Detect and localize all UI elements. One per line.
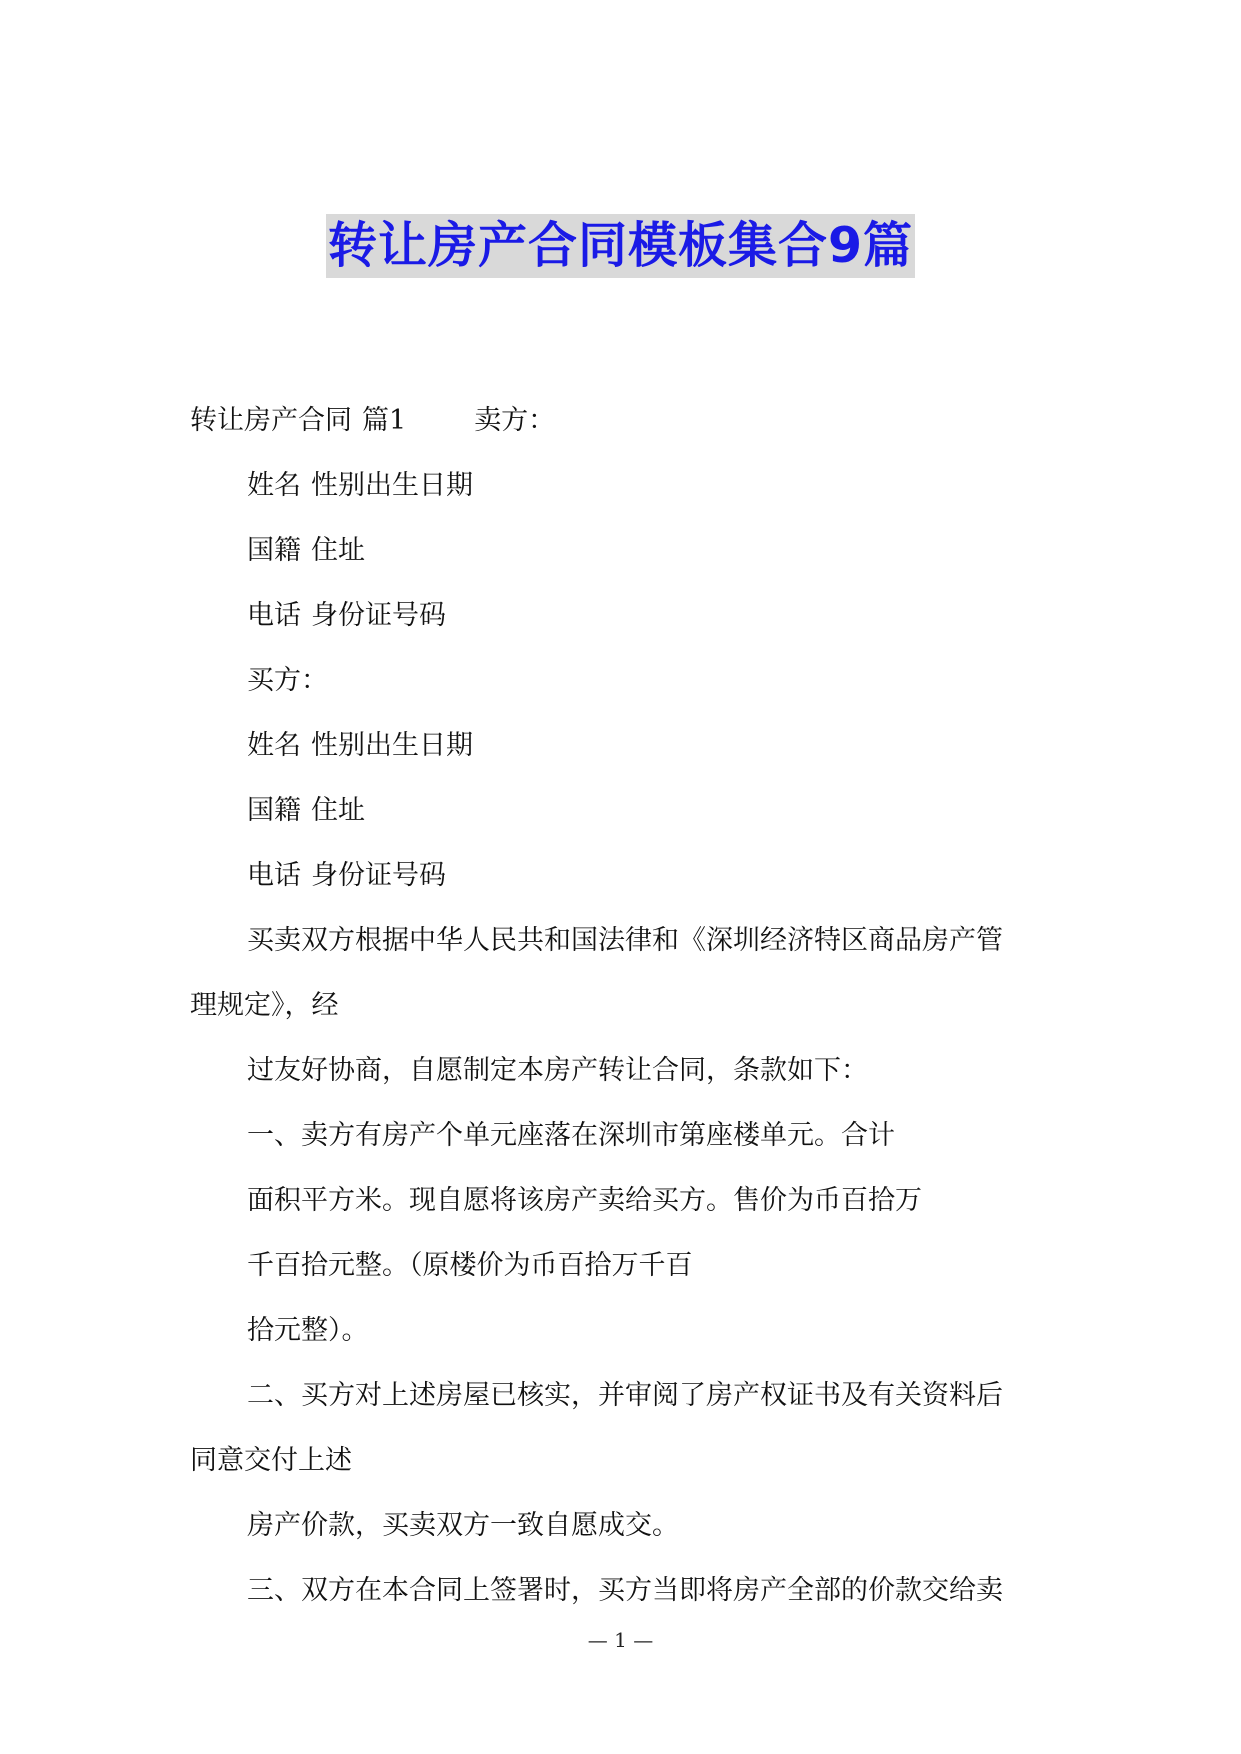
field-label: 电话 xyxy=(247,860,301,891)
field-label: 姓名 xyxy=(247,730,301,761)
buyer-label-line xyxy=(190,648,1060,713)
title-container xyxy=(0,214,1241,278)
buyer-name-line xyxy=(190,713,1060,778)
paragraph-text: 过友好协商，自愿制定本房产转让合同，条款如下： xyxy=(247,1055,868,1086)
field-label: 住址 xyxy=(311,795,365,826)
field-label: 性别出生日期 xyxy=(311,730,473,761)
contract-heading-name: 转让房产合同 xyxy=(190,405,352,436)
field-label: 住址 xyxy=(311,535,365,566)
clause-one-text: 拾元整）。 xyxy=(247,1315,369,1346)
document-title: 转让房产合同模板集合9篇 xyxy=(326,214,915,278)
clause-three-text: 三、双方在本合同上签署时，买方当即将房产全部的价款交给卖 xyxy=(247,1575,1003,1606)
clause-two-text: 二、买方对上述房屋已核实，并审阅了房产权证书及有关资料后 xyxy=(247,1380,1003,1411)
field-label: 性别出生日期 xyxy=(311,470,473,501)
clause-one-text: 面积平方米。现自愿将该房产卖给买方。售价为币百拾万 xyxy=(247,1185,922,1216)
field-label: 国籍 xyxy=(247,795,301,826)
field-label: 国籍 xyxy=(247,535,301,566)
clause-two-text: 同意交付上述 xyxy=(190,1445,352,1476)
clause-one-text: 一、卖方有房产个单元座落在深圳市第座楼单元。合计 xyxy=(247,1120,895,1151)
field-label: 电话 xyxy=(247,600,301,631)
buyer-phone-line xyxy=(190,843,1060,908)
buyer-label: 买方： xyxy=(247,665,328,696)
seller-name-line xyxy=(190,453,1060,518)
page-number: — 1 — xyxy=(587,1628,654,1652)
clause-two-text: 房产价款，买卖双方一致自愿成交。 xyxy=(247,1510,679,1541)
buyer-nationality-line xyxy=(190,778,1060,843)
paragraph-text: 理规定》，经 xyxy=(190,990,339,1021)
paragraph-text: 买卖双方根据中华人民共和国法律和《深圳经济特区商品房产管 xyxy=(247,925,1003,956)
field-label: 姓名 xyxy=(247,470,301,501)
seller-nationality-line xyxy=(190,518,1060,583)
field-label: 身份证号码 xyxy=(311,860,446,891)
seller-label: 卖方： xyxy=(474,405,556,436)
seller-phone-line xyxy=(190,583,1060,648)
field-label: 身份证号码 xyxy=(311,600,446,631)
contract-heading-number: 篇1 xyxy=(362,405,407,436)
clause-one-text: 千百拾元整。（原楼价为币百拾万千百 xyxy=(247,1250,693,1281)
document-body xyxy=(190,388,1060,1623)
contract-heading-line xyxy=(190,388,1060,453)
